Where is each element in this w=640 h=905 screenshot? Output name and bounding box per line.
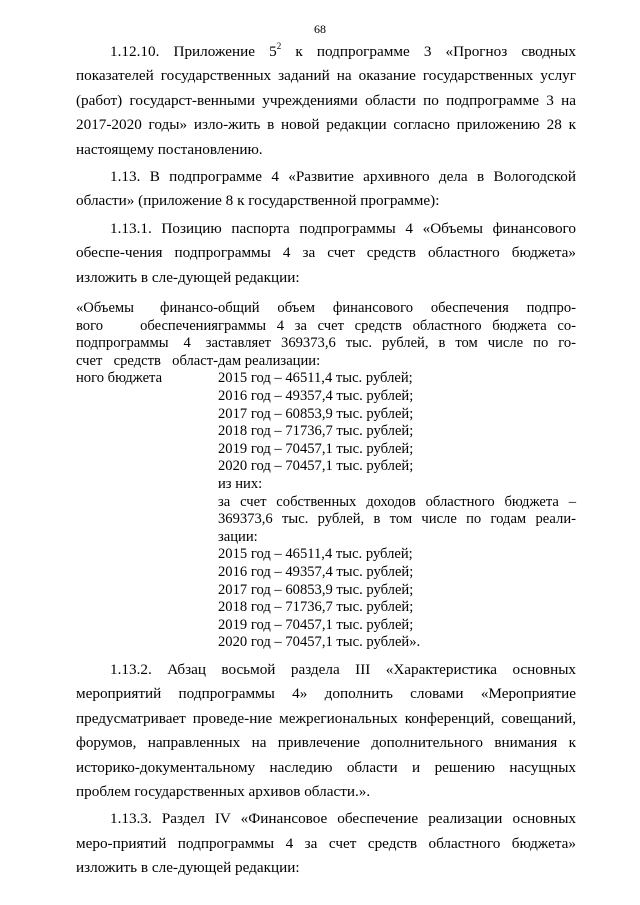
passport-label-line: ного бюджета	[76, 370, 163, 387]
paragraph-1-13-3: 1.13.3. Раздел IV «Финансовое обеспечение реализации основных меро-приятий подпрограммы 4 за счет средств областного бюджета» изложить в сле-дующей редакции:	[76, 810, 576, 877]
passport-table	[76, 300, 576, 652]
passport-label-cell	[76, 300, 218, 652]
passport-intro-line: дам реализации:	[218, 352, 321, 369]
year-amount-line: 2017 год – 60853,9 тыс. рублей;	[218, 581, 414, 598]
year-amount-line: 2019 год – 70457,1 тыс. рублей;	[218, 440, 414, 457]
passport-value-cell	[218, 300, 576, 652]
paragraph-1-13: 1.13. В подпрограмме 4 «Развитие архивного дела в Вологодской области» (приложение 8 к государственной программе):	[76, 168, 576, 210]
year-amount-line: 2015 год – 46511,4 тыс. рублей;	[218, 370, 413, 387]
year-amount-line: 2018 год – 71736,7 тыс. рублей;	[218, 423, 414, 440]
paragraph-1-12-10-rest: к подпрограмме 3 «Прогноз сводных показателей государственных заданий на оказание государственных услуг (работ) государст-венными учреждениями области по подпрограмме 3 на 2017-2020 годы» изло-жить в новой редакции согласно приложению 28 к настоящему постановлению.	[76, 43, 576, 158]
passport-intro-line: общий объем финансового обеспечения подпро-	[218, 300, 576, 317]
superscript-2: 2	[276, 41, 282, 51]
year-amount-line: 2019 год – 70457,1 тыс. рублей;	[218, 616, 414, 633]
year-amount-line: 2015 год – 46511,4 тыс. рублей;	[218, 546, 413, 563]
passport-label-line: счет средств област-	[76, 352, 218, 369]
passport-label-line: «Объемы финансо-	[76, 300, 218, 317]
year-amount-line: 2020 год – 70457,1 тыс. рублей;	[218, 458, 414, 475]
passport-intro-line: ставляет 369373,6 тыс. рублей, в том числе по го-	[218, 335, 576, 352]
year-amount-line: 2016 год – 49357,4 тыс. рублей;	[218, 563, 414, 580]
year-amount-line: 2016 год – 49357,4 тыс. рублей;	[218, 388, 414, 405]
own-income-line: 369373,6 тыс. рублей, в том числе по годам реали-	[218, 511, 576, 528]
passport-intro-line: граммы 4 за счет средств областного бюджета со-	[218, 317, 576, 334]
paragraph-1-13-2: 1.13.2. Абзац восьмой раздела III «Характеристика основных мероприятий подпрограммы 4» дополнить словами «Мероприятие предусматривает проведе-ние межрегиональных конференций, совещаний, форумов, направленных на привлечение дополнительного внимания к историко-документальному наследию области и решению насущных проблем государственных архивов области.».	[76, 660, 576, 800]
own-income-line: за счет собственных доходов областного бюджета –	[218, 493, 576, 510]
of-them-line: из них:	[218, 476, 263, 492]
paragraph-1-13-1: 1.13.1. Позицию паспорта подпрограммы 4 «Объемы финансового обеспе-чения подпрограммы 4 за счет средств областного бюджета» изложить в сле-дующей редакции:	[76, 219, 576, 286]
document-body	[76, 40, 576, 881]
year-amount-line: 2018 год – 71736,7 тыс. рублей;	[218, 599, 414, 616]
page-number: 68	[314, 22, 326, 36]
own-income-line: зации:	[218, 528, 258, 545]
year-amount-line: 2017 год – 60853,9 тыс. рублей;	[218, 405, 414, 422]
paragraph-1-12-10	[76, 40, 576, 162]
passport-label-line: подпрограммы 4 за	[76, 335, 218, 352]
passport-label-line: вого обеспечения	[76, 317, 218, 334]
year-amount-line: 2020 год – 70457,1 тыс. рублей».	[218, 634, 421, 651]
paragraph-1-12-10-start: 1.12.10. Приложение 5	[110, 43, 277, 60]
